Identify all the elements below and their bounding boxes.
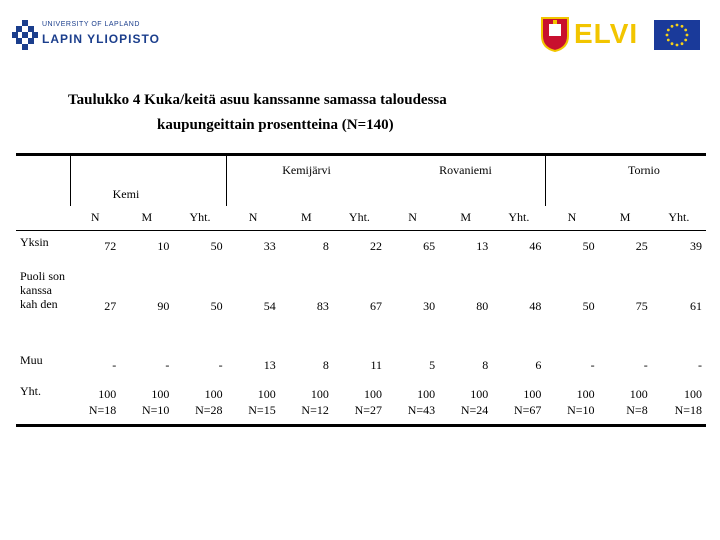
cell: - [590, 358, 595, 372]
cell: 50 [210, 299, 223, 313]
data-table [16, 153, 706, 427]
cell: 67 [370, 299, 382, 313]
cell: 100 [629, 387, 648, 402]
university-name-en: UNIVERSITY OF LAPLAND [42, 21, 140, 28]
cell: 46 [529, 239, 542, 254]
cell-n: N=12 [301, 403, 329, 418]
cell: 100 [417, 387, 436, 402]
cell: 50 [582, 239, 595, 254]
cell: 100 [576, 387, 595, 402]
cell: 100 [257, 387, 276, 402]
subheader-yht: Yht. [348, 210, 370, 225]
cell-n: N=10 [567, 403, 595, 418]
cell: 13 [263, 358, 276, 372]
cell: 27 [104, 299, 117, 313]
cell: 8 [322, 239, 329, 254]
cell: 100 [523, 387, 542, 402]
row-label: Yksin [20, 235, 49, 249]
cell: 33 [263, 239, 276, 254]
cell: 6 [535, 358, 542, 372]
cell: 50 [210, 239, 223, 254]
table-row [16, 231, 706, 263]
cell: 22 [370, 239, 382, 254]
subheader-n: N [408, 210, 417, 225]
table-row [16, 351, 706, 381]
cell-n: N=18 [88, 403, 117, 418]
subheader-yht: Yht. [189, 210, 211, 225]
cell: - [218, 358, 223, 372]
cell: 11 [370, 358, 382, 372]
cell: 100 [310, 387, 329, 402]
cell-n: N=15 [248, 403, 276, 418]
city-header-row [16, 155, 706, 182]
cell: 5 [429, 358, 436, 372]
subheader-row [16, 206, 706, 231]
subheader-m: M [460, 210, 472, 225]
eu-flag-icon [654, 20, 700, 50]
cell-n: N=67 [513, 403, 542, 418]
table-row [16, 263, 706, 351]
subheader-yht: Yht. [508, 210, 530, 225]
cell: 25 [635, 239, 648, 254]
row-label: Muu [20, 352, 43, 367]
cell: - [643, 358, 648, 372]
city-header-kemijarvi: Kemijärvi [282, 163, 331, 177]
cell: - [112, 358, 117, 372]
cell: 65 [423, 239, 436, 254]
cell: 100 [684, 387, 702, 402]
cell: 100 [204, 387, 223, 402]
cell-n: N=10 [141, 403, 170, 418]
city-header-rovaniemi: Rovaniemi [439, 163, 492, 177]
cell: 8 [482, 358, 489, 372]
cell: 30 [423, 299, 436, 313]
cell: 100 [364, 387, 382, 402]
cell: 54 [263, 299, 276, 313]
cell-n: N=43 [407, 403, 436, 418]
partner-logos [540, 12, 705, 52]
cell: 8 [322, 358, 329, 372]
cell: - [698, 358, 702, 372]
university-logo [12, 18, 162, 54]
cell: 10 [157, 239, 170, 254]
cell-n: N=28 [195, 403, 223, 418]
cell: 39 [690, 239, 702, 254]
subheader-m: M [300, 210, 312, 225]
university-name-fi: LAPIN YLIOPISTO [42, 32, 160, 46]
cell: 100 [151, 387, 170, 402]
title-line-1: Taulukko 4 Kuka/keitä asuu kanssanne samassa taloudessa [68, 92, 447, 108]
subheader-yht: Yht. [668, 210, 690, 225]
row-label: Puoli son kanssa kah den [20, 268, 66, 311]
cell: 48 [529, 299, 542, 313]
subheader-n: N [567, 210, 577, 225]
cell: 61 [690, 299, 702, 313]
cell: 72 [104, 239, 117, 254]
cell-n: N=24 [460, 403, 489, 418]
title-line-2: kaupungeittain prosentteina (N=140) [157, 117, 394, 133]
table-row-total [16, 381, 706, 426]
cell: 13 [476, 239, 489, 254]
cell: 100 [470, 387, 489, 402]
row-label: Yht. [20, 383, 41, 398]
elvi-logo-text: ELVI [574, 18, 639, 49]
coat-of-arms-icon [540, 14, 570, 52]
cell-n: N=27 [354, 403, 382, 418]
city-header-tornio: Tornio [628, 163, 660, 177]
subheader-n: N [90, 210, 100, 225]
cell-n: N=18 [674, 403, 702, 418]
cell: 83 [316, 299, 329, 313]
subheader-n: N [248, 210, 258, 225]
cell: 90 [157, 299, 170, 313]
university-emblem-icon [12, 20, 38, 50]
subheader-m: M [141, 210, 153, 225]
cell: 50 [582, 299, 595, 313]
cell-n: N=8 [626, 403, 648, 418]
cell: 80 [476, 299, 489, 313]
subheader-m: M [619, 210, 631, 225]
city-header-kemi: Kemi [112, 186, 140, 201]
cell: - [165, 358, 170, 372]
elvi-logo [574, 18, 638, 50]
cell: 75 [635, 299, 648, 313]
cell: 100 [98, 387, 117, 402]
